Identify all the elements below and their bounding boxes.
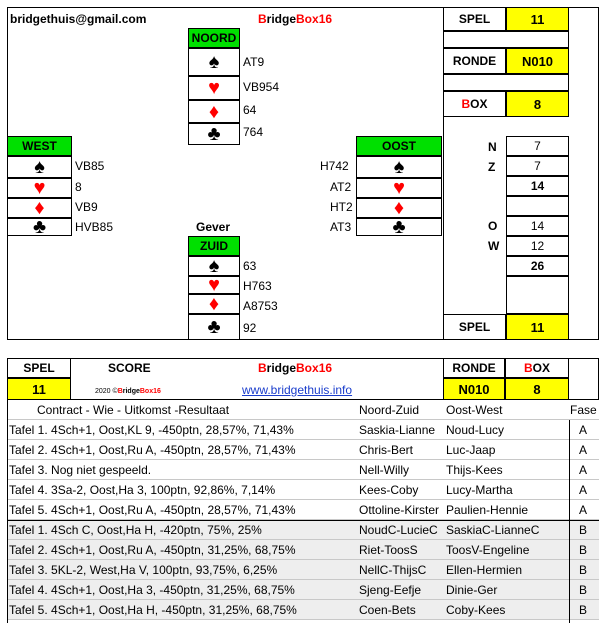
box-label-rest: OX	[470, 97, 488, 111]
info-spacer-2	[443, 74, 569, 91]
hcp-z-label: Z	[488, 160, 496, 174]
score-score-label: SCORE	[108, 361, 151, 375]
row-north-south: Kees-Coby	[359, 483, 419, 497]
north-hand	[188, 48, 240, 145]
row-contract: Tafel 4. 3Sa-2, Oost,Ha 3, 100ptn, 92,86%, 7,14%	[9, 483, 276, 497]
north-diamonds: 64	[243, 103, 257, 117]
east-clubs: AT3	[330, 220, 352, 234]
col-header-nz: Noord-Zuid	[359, 403, 420, 417]
copyright-brand-ridge: ridge	[122, 387, 140, 395]
score-box-label	[505, 358, 569, 378]
row-east-west: Thijs-Kees	[446, 463, 503, 477]
box-label-b: B	[461, 97, 471, 111]
spel-label: SPEL	[443, 7, 506, 31]
box-label	[443, 91, 506, 117]
score-box-label-b: B	[523, 361, 533, 375]
west-spades: VB85	[75, 159, 105, 173]
south-diamonds: A8753	[243, 299, 278, 313]
row-contract: Tafel 3. 5KL-2, West,Ha V, 100ptn, 93,75%, 6,25%	[9, 563, 278, 577]
row-north-south: Coen-Bets	[359, 603, 416, 617]
south-diamond-icon: ♦	[188, 294, 240, 314]
table-row	[7, 540, 599, 560]
diamond-icon: ♦	[188, 100, 240, 123]
row-contract: Tafel 2. 4Sch+1, Oost,Ru A, -450ptn, 31,25%, 68,75%	[9, 543, 296, 557]
table-row	[7, 580, 599, 600]
table-row	[7, 520, 599, 540]
south-spades: 63	[243, 259, 257, 273]
score-brand-num: 16	[318, 361, 333, 375]
east-club-icon: ♣	[356, 218, 442, 236]
north-spades: AT9	[243, 55, 265, 69]
row-north-south: NoudC-LucieC	[359, 523, 438, 537]
row-fase: A	[579, 503, 588, 517]
hcp-nz-total: 14	[506, 176, 569, 196]
east-hearts: AT2	[330, 180, 352, 194]
north-label: NOORD	[188, 28, 240, 48]
table-row	[7, 420, 599, 440]
score-box-value: 8	[505, 378, 569, 400]
south-clubs: 92	[243, 321, 257, 335]
spade-icon: ♠	[188, 48, 240, 76]
spel-label-bottom: SPEL	[443, 314, 506, 340]
south-club-icon: ♣	[188, 314, 240, 340]
results-header-row	[7, 400, 599, 420]
row-contract: Tafel 4. 4Sch+1, Oost,Ha 3, -450ptn, 31,25%, 68,75%	[9, 583, 295, 597]
table-row	[7, 500, 599, 520]
row-east-west: Coby-Kees	[446, 603, 506, 617]
score-spel-label: SPEL	[7, 358, 71, 378]
brand-box: Box	[296, 12, 319, 26]
row-fase: B	[579, 543, 588, 557]
west-label: WEST	[7, 136, 72, 156]
north-clubs: 764	[243, 125, 264, 139]
table-fase-divider	[569, 420, 570, 623]
score-brand-ridge: ridge	[266, 361, 297, 375]
brand-letter-b: B	[258, 12, 267, 26]
west-clubs: HVB85	[75, 220, 114, 234]
row-east-west: Dinie-Ger	[446, 583, 498, 597]
south-heart-icon: ♥	[188, 276, 240, 294]
row-fase: A	[579, 443, 588, 457]
row-fase: B	[579, 523, 588, 537]
row-east-west: SaskiaC-LianneC	[446, 523, 540, 537]
row-east-west: Luc-Jaap	[446, 443, 496, 457]
hcp-o-value: 14	[506, 216, 569, 236]
south-hearts: H763	[243, 279, 272, 293]
row-contract: Tafel 1. 4Sch+1, Oost,KL 9, -450ptn, 28,57%, 71,43%	[9, 423, 294, 437]
hcp-w-value: 12	[506, 236, 569, 256]
col-header-ow: Oost-West	[446, 403, 503, 417]
brand-number: 16	[318, 12, 333, 26]
spel-value-bottom: 11	[506, 314, 569, 340]
col-header-fase: Fase	[570, 403, 597, 417]
website-link[interactable]: www.bridgethuis.info	[242, 383, 353, 397]
row-fase: B	[579, 603, 588, 617]
row-north-south: Nell-Willy	[359, 463, 409, 477]
west-spade-icon: ♠	[7, 156, 72, 178]
east-diamond-icon: ♦	[356, 198, 442, 218]
row-contract: Tafel 5. 4Sch+1, Oost,Ha H, -450ptn, 31,25%, 68,75%	[9, 603, 297, 617]
west-diamonds: VB9	[75, 200, 98, 214]
dealer-label: Gever	[196, 220, 231, 234]
west-hearts: 8	[75, 180, 82, 194]
hcp-spacer	[506, 196, 569, 216]
copyright-brand-box: Box	[139, 387, 154, 395]
copyright-note	[95, 384, 161, 398]
hcp-n-label: N	[488, 140, 497, 154]
row-fase: B	[579, 583, 588, 597]
table-row	[7, 460, 599, 480]
table-left-border	[7, 400, 8, 623]
west-club-icon: ♣	[7, 218, 72, 236]
row-north-south: Sjeng-Eefje	[359, 583, 422, 597]
table-section-divider	[7, 520, 599, 521]
row-fase: A	[579, 463, 588, 477]
row-north-south: NellC-ThijsC	[359, 563, 427, 577]
row-east-west: Ellen-Hermien	[446, 563, 523, 577]
score-brand-logo	[258, 358, 332, 378]
hcp-z-value: 7	[506, 156, 569, 176]
row-north-south: Saskia-Lianne	[359, 423, 436, 437]
copyright-brand-b: B	[117, 387, 123, 395]
ronde-value: N010	[506, 48, 569, 74]
east-spade-icon: ♠	[356, 156, 442, 178]
hcp-w-label: W	[488, 239, 500, 253]
score-spel-value: 11	[7, 378, 71, 400]
hcp-spacer-2	[506, 276, 569, 314]
info-spacer-1	[443, 31, 569, 48]
row-fase: A	[579, 483, 588, 497]
table-row	[7, 480, 599, 500]
row-contract: Tafel 3. Nog niet gespeeld.	[9, 463, 152, 477]
col-header-contract: Contract - Wie - Uitkomst -Resultaat	[37, 403, 230, 417]
box-value: 8	[506, 91, 569, 117]
brand-ridge: ridge	[266, 12, 297, 26]
score-box-label-rest: OX	[532, 361, 550, 375]
hcp-o-label: O	[488, 219, 498, 233]
email-address: bridgethuis@gmail.com	[10, 12, 147, 26]
north-hearts: VB954	[243, 80, 280, 94]
row-east-west: Lucy-Martha	[446, 483, 513, 497]
score-brand-b: B	[258, 361, 267, 375]
brand-logo	[258, 10, 332, 28]
copyright-text: 2020 ©	[95, 387, 118, 395]
heart-icon: ♥	[188, 76, 240, 100]
row-contract: Tafel 1. 4Sch C, Oost,Ha H, -420ptn, 75%, 25%	[9, 523, 262, 537]
west-heart-icon: ♥	[7, 178, 72, 198]
score-ronde-label: RONDE	[443, 358, 505, 378]
hcp-n-value: 7	[506, 136, 569, 156]
row-north-south: Ottoline-Kirster	[359, 503, 440, 517]
east-heart-icon: ♥	[356, 178, 442, 198]
east-label: OOST	[356, 136, 442, 156]
row-east-west: Noud-Lucy	[446, 423, 505, 437]
table-row	[7, 600, 599, 620]
row-east-west: ToosV-Engeline	[446, 543, 530, 557]
hcp-ow-total: 26	[506, 256, 569, 276]
east-diamonds: HT2	[330, 200, 353, 214]
score-ronde-value: N010	[443, 378, 505, 400]
score-brand-box: Box	[296, 361, 319, 375]
club-icon: ♣	[188, 123, 240, 145]
east-spades: H742	[320, 159, 349, 173]
row-north-south: Chris-Bert	[359, 443, 414, 457]
south-spade-icon: ♠	[188, 256, 240, 276]
row-fase: B	[579, 563, 588, 577]
row-fase: A	[579, 423, 588, 437]
row-contract: Tafel 5. 4Sch+1, Oost,Ru A, -450ptn, 28,57%, 71,43%	[9, 503, 296, 517]
row-east-west: Paulien-Hennie	[446, 503, 529, 517]
table-row	[7, 440, 599, 460]
row-contract: Tafel 2. 4Sch+1, Oost,Ru A, -450ptn, 28,57%, 71,43%	[9, 443, 296, 457]
row-north-south: Riet-ToosS	[359, 543, 418, 557]
copyright-brand-num: 16	[153, 387, 161, 395]
table-row	[7, 560, 599, 580]
spel-value: 11	[506, 7, 569, 31]
west-diamond-icon: ♦	[7, 198, 72, 218]
ronde-label: RONDE	[443, 48, 506, 74]
south-label: ZUID	[188, 236, 240, 256]
